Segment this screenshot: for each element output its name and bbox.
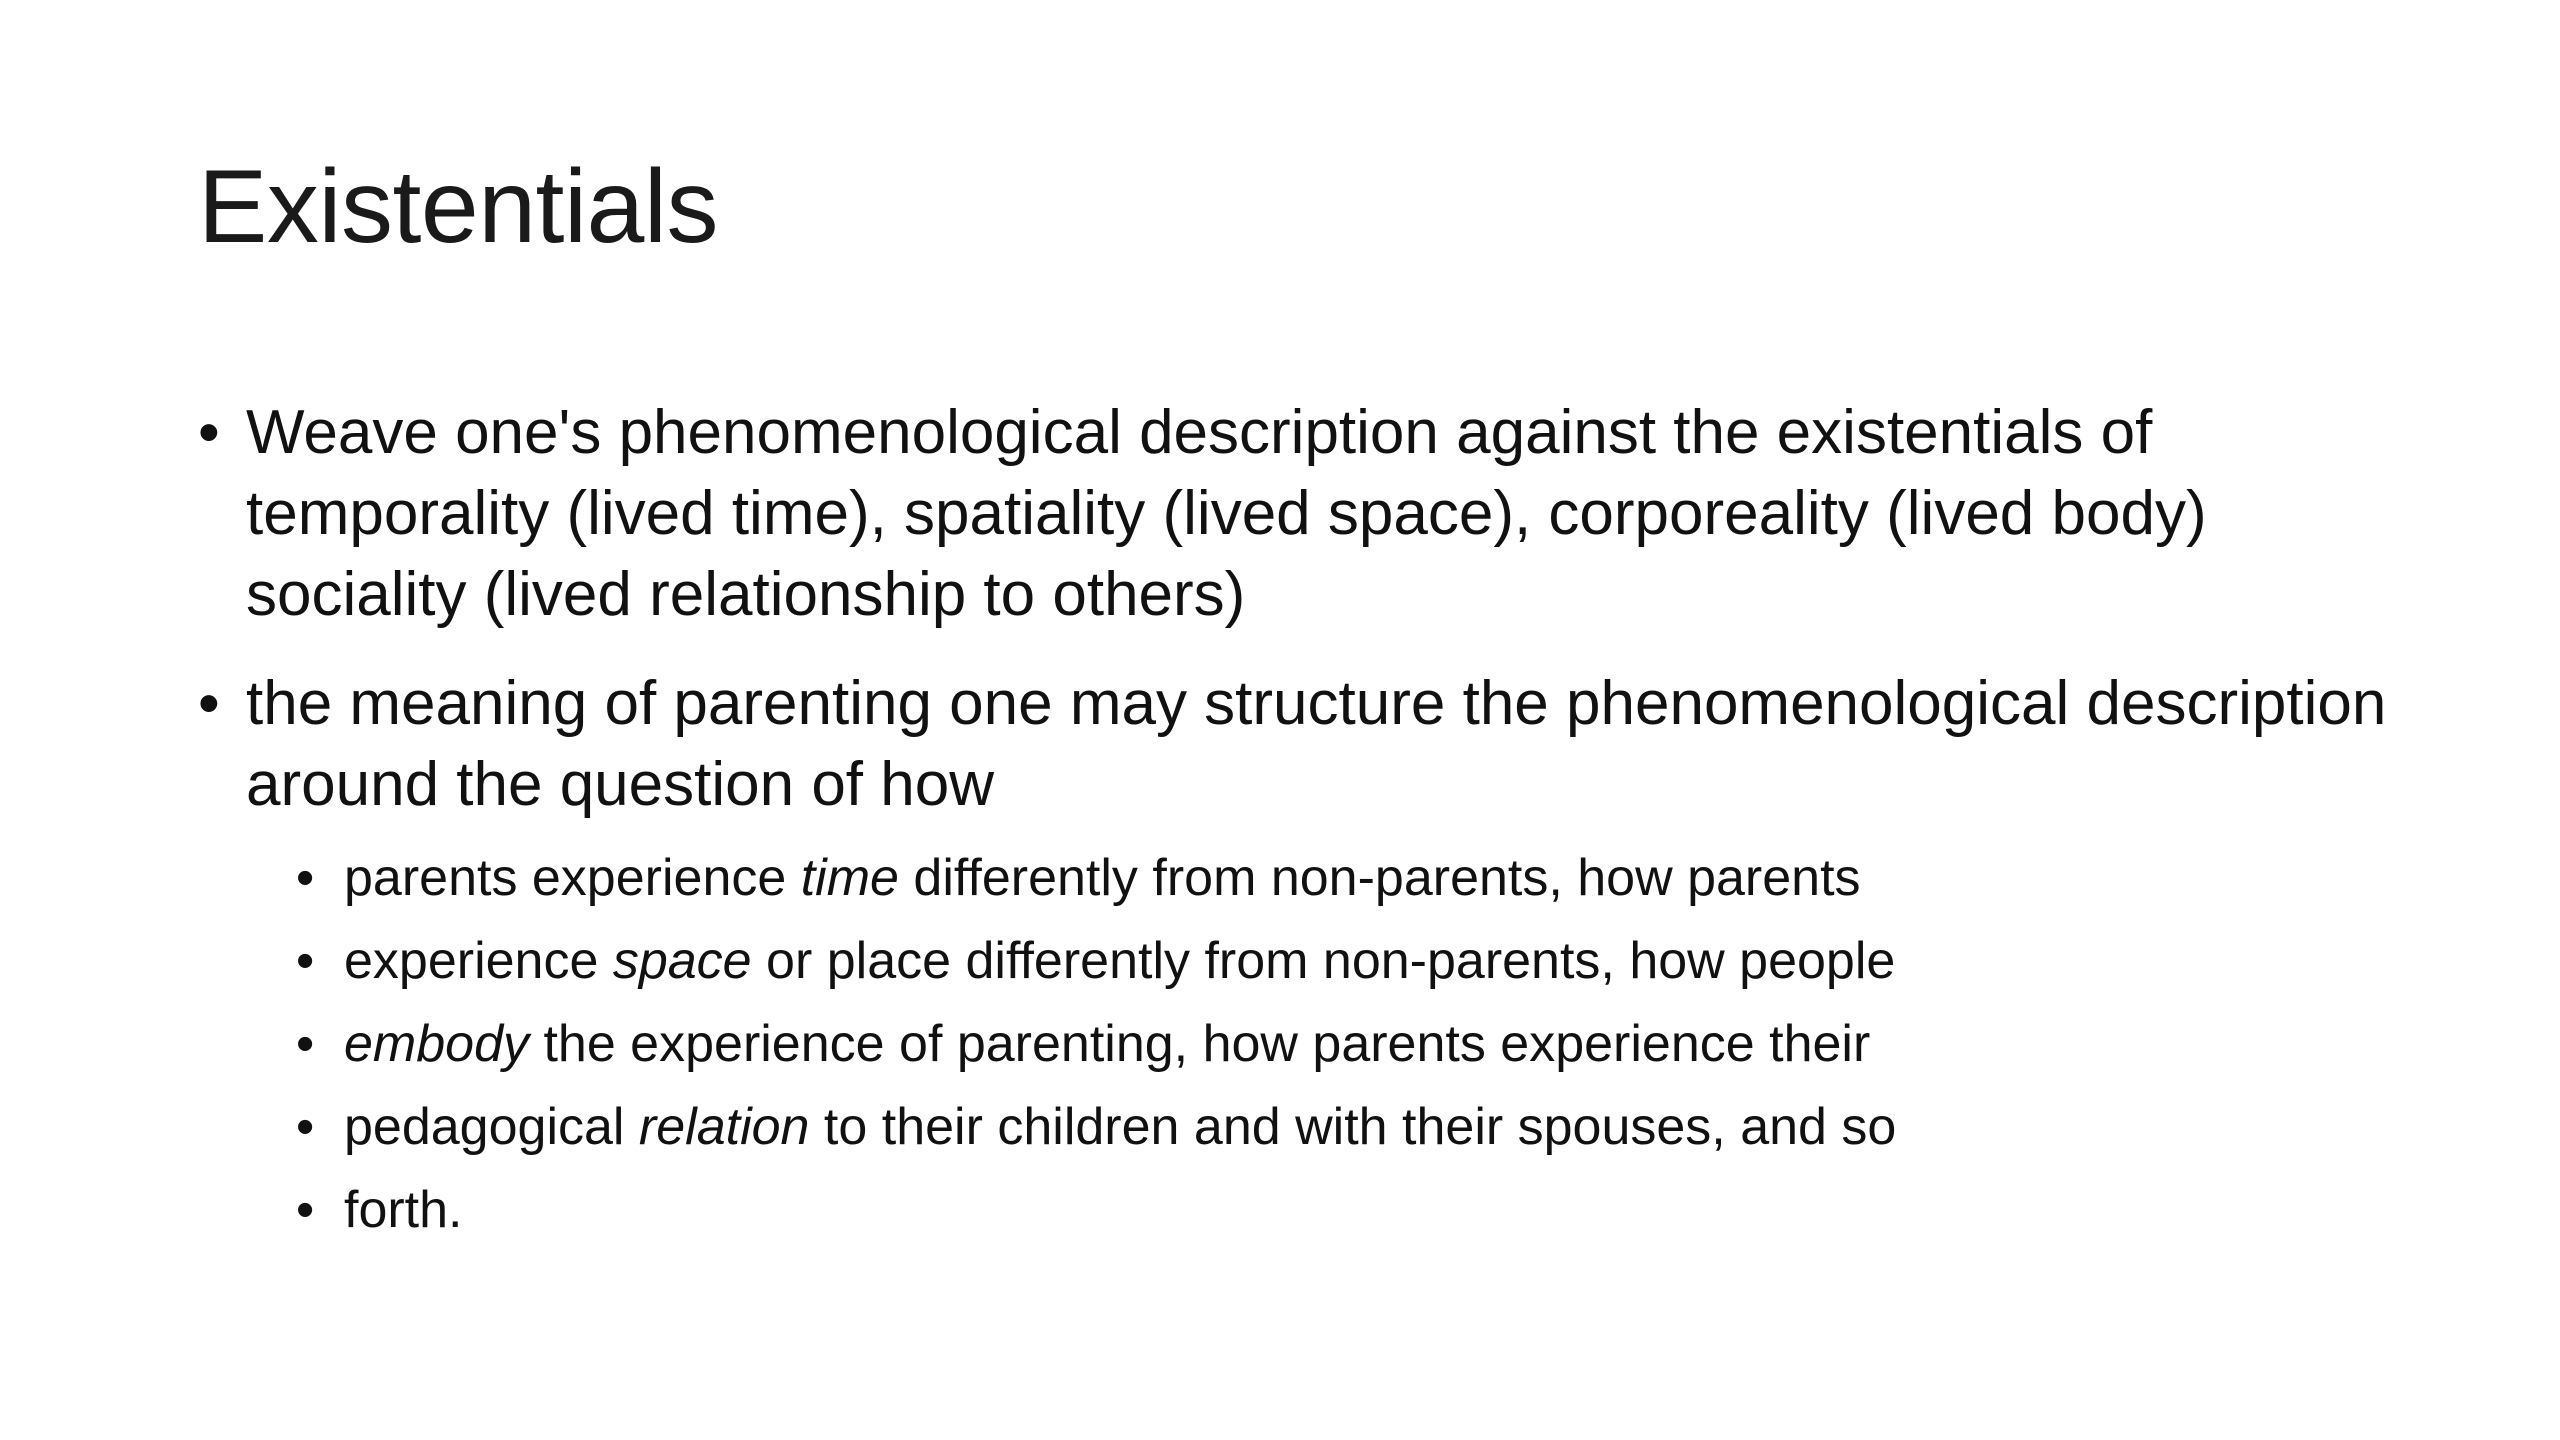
bullet-item: [198, 392, 2418, 635]
sub-bullet-list: [198, 845, 2418, 1244]
sub-bullet-emphasis: time: [800, 849, 899, 907]
sub-bullet-dot: •: [296, 1181, 315, 1239]
sub-bullet-text-after: differently from non-parents, how parents: [898, 849, 1861, 907]
sub-bullet-emphasis: relation: [638, 1098, 810, 1156]
bullet-dot: •: [198, 398, 220, 467]
bullet-text: Weave one's phenomenological description against the existentials of temporality (lived time), spatiality (lived space), corporeality (lived body) sociality (lived relationship to others): [246, 398, 2207, 629]
sub-bullet-item: [198, 1011, 2418, 1078]
sub-bullet-text-before: pedagogical: [344, 1098, 639, 1156]
sub-bullet-text-after: or place differently from non-parents, how people: [751, 932, 1896, 990]
sub-bullet-item: [198, 1094, 2418, 1161]
bullet-text: the meaning of parenting one may structure the phenomenological description around the question of how: [246, 669, 2387, 819]
sub-bullet-emphasis: space: [612, 932, 752, 990]
bullet-dot: •: [198, 669, 220, 738]
sub-bullet-text-after: to their children and with their spouses, and so: [809, 1098, 1897, 1156]
sub-bullet-text-before: forth.: [344, 1181, 463, 1239]
sub-bullet-item: [198, 928, 2418, 995]
bullet-item: [198, 663, 2418, 825]
sub-bullet-text-before: parents experience: [344, 849, 801, 907]
sub-bullet-dot: •: [296, 849, 315, 907]
sub-bullet-text-before: experience: [344, 932, 613, 990]
sub-bullet-item: [198, 1177, 2418, 1244]
sub-bullet-item: [198, 845, 2418, 912]
sub-bullet-emphasis: embody: [344, 1015, 529, 1073]
sub-bullet-dot: •: [296, 1098, 315, 1156]
slide-title: Existentials: [198, 149, 718, 265]
sub-bullet-dot: •: [296, 1015, 315, 1073]
sub-bullet-text-after: the experience of parenting, how parents experience their: [529, 1015, 1871, 1073]
slide-body: [198, 392, 2418, 1260]
sub-bullet-dot: •: [296, 932, 315, 990]
